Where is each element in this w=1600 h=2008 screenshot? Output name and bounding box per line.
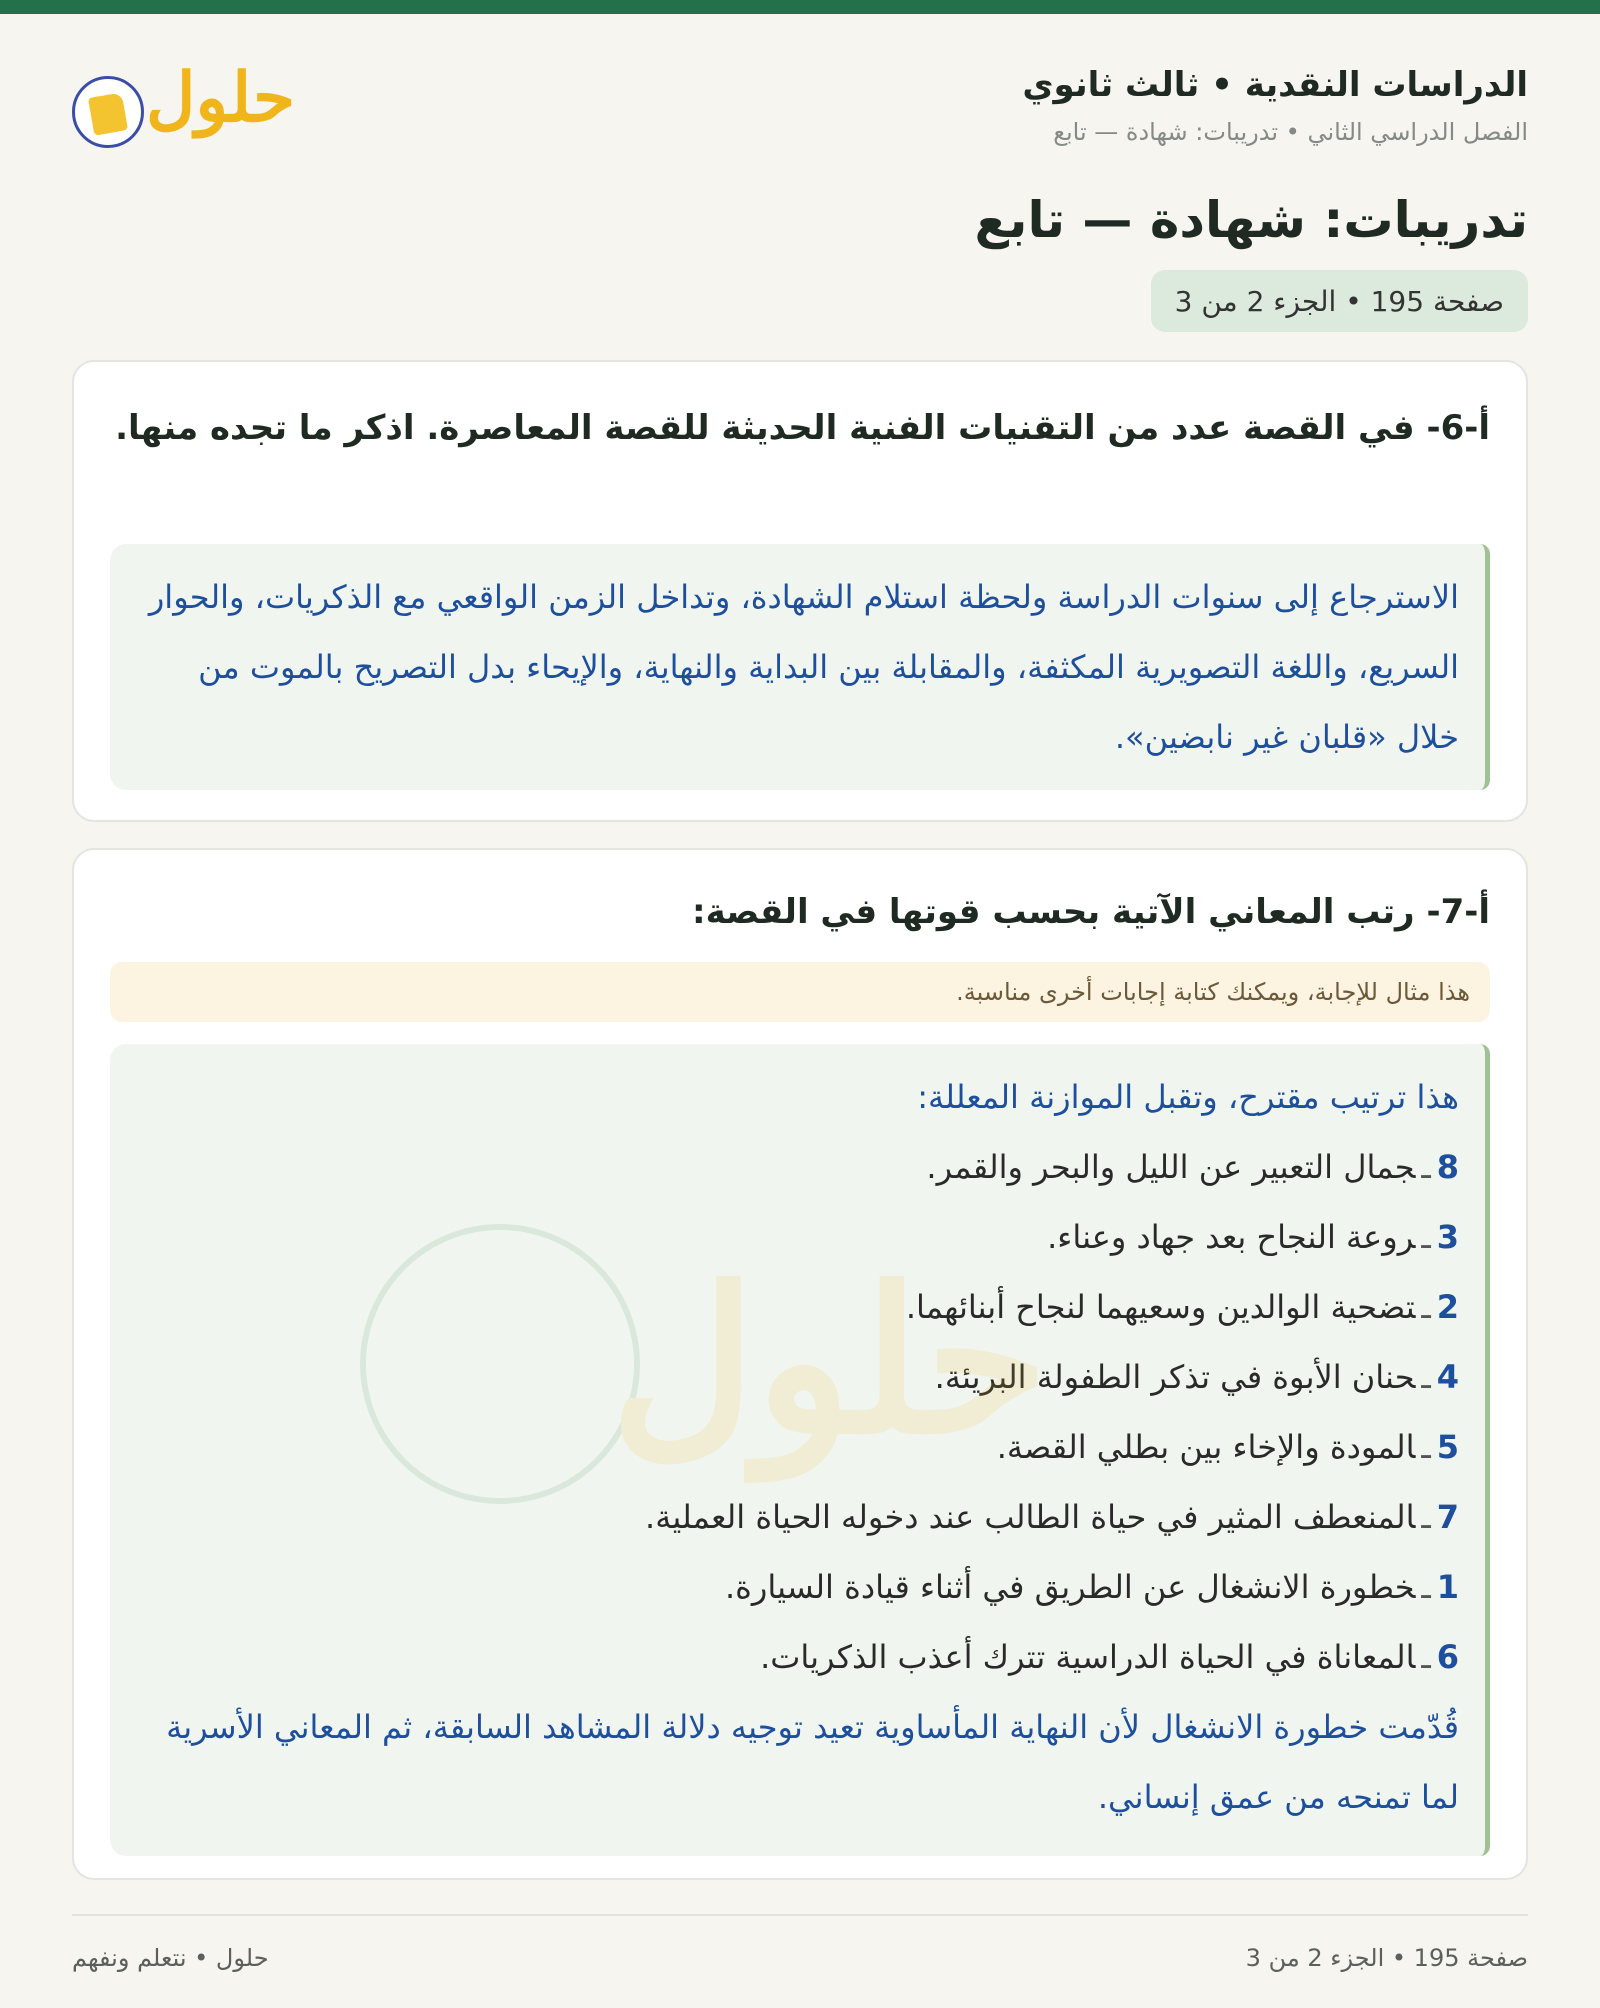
list-item: 5ـالمودة والإخاء بين بطلي القصة. [996,1428,1459,1466]
top-accent-bar [0,0,1600,14]
rank-number: 4 [1436,1358,1459,1396]
list-item: 1ـخطورة الانشغال عن الطريق في أثناء قيادة السيارة. [724,1568,1459,1606]
rank-number: 2 [1436,1288,1459,1326]
question-card-6 [72,360,1528,822]
rank-text: المودة والإخاء بين بطلي القصة. [996,1428,1416,1466]
list-item: 2ـتضحية الوالدين وسعيهما لنجاح أبنائهما. [905,1288,1459,1326]
footer-divider [72,1914,1528,1916]
rank-text: جمال التعبير عن الليل والبحر والقمر. [926,1148,1416,1186]
logo-emblem [72,76,144,148]
ranking-intro: هذا ترتيب مقترح، وتقبل الموازنة المعللة: [917,1078,1459,1116]
list-item: 7ـالمنعطف المثير في حياة الطالب عند دخوله الحياة العملية. [645,1498,1459,1536]
answer-6-text: الاسترجاع إلى سنوات الدراسة ولحظة استلام الشهادة، وتداخل الزمن الواقعي مع الذكريات، والحوار السريع، واللغة التصويرية المكثفة، والمقابلة بين البداية والنهاية، والإيحاء بدل التصريح بالموت من خلال «قلبان غير نابضين». [148,578,1459,756]
answer-box-7 [110,1044,1490,1856]
logo-text: حلول [146,58,296,138]
header-titles [1022,60,1528,146]
question-6-text: أ-6- في القصة عدد من التقنيات الفنية الحديثة للقصة المعاصرة. اذكر ما تجده منها. [115,408,1490,448]
watermark-text: حلول [610,1244,1049,1479]
footer-page-info: صفحة 195 • الجزء 2 من 3 [1245,1944,1528,1972]
rank-number: 3 [1436,1218,1459,1256]
rank-text: المعاناة في الحياة الدراسية تترك أعذب الذكريات. [760,1638,1416,1676]
rank-number: 6 [1436,1638,1459,1676]
site-logo[interactable] [72,58,312,160]
rank-number: 1 [1436,1568,1459,1606]
rank-number: 8 [1436,1148,1459,1186]
rank-text: حنان الأبوة في تذكر الطفولة البريئة. [934,1358,1416,1396]
list-item: 6ـالمعاناة في الحياة الدراسية تترك أعذب الذكريات. [760,1638,1459,1676]
course-title: الدراسات النقدية • ثالث ثانوي [1022,65,1528,105]
rank-text: روعة النجاح بعد جهاد وعناء. [1047,1218,1416,1256]
rank-text: خطورة الانشغال عن الطريق في أثناء قيادة السيارة. [724,1568,1416,1606]
ranking-conclusion: قُدّمت خطورة الانشغال لأن النهاية المأساوية تعيد توجيه دلالة المشاهد السابقة، ثم المعاني الأسرية لما تمنحه من عمق إنساني. [166,1708,1459,1816]
rank-text: تضحية الوالدين وسعيهما لنجاح أبنائهما. [905,1288,1416,1326]
rank-number: 5 [1436,1428,1459,1466]
rank-number: 7 [1436,1498,1459,1536]
footer-brand: حلول • نتعلم ونفهم [72,1944,269,1972]
list-item: 4ـحنان الأبوة في تذكر الطفولة البريئة. [934,1358,1459,1396]
page-header [72,60,1528,170]
breadcrumb: الفصل الدراسي الثاني • تدريبات: شهادة — تابع [1053,118,1528,146]
page-title: تدريبات: شهادة — تابع [974,191,1528,249]
answer-box-6 [110,544,1490,790]
ranking-list [136,1132,1459,1692]
list-item: 8ـجمال التعبير عن الليل والبحر والقمر. [926,1148,1459,1186]
example-note: هذا مثال للإجابة، ويمكنك كتابة إجابات أخرى مناسبة. [110,962,1490,1022]
rank-text: المنعطف المثير في حياة الطالب عند دخوله الحياة العملية. [645,1498,1416,1536]
question-card-7 [72,848,1528,1880]
list-item: 3ـروعة النجاح بعد جهاد وعناء. [1047,1218,1459,1256]
book-icon [88,92,128,135]
page-badge: صفحة 195 • الجزء 2 من 3 [1151,270,1528,332]
question-7-text: أ-7- رتب المعاني الآتية بحسب قوتها في القصة: [691,892,1490,932]
